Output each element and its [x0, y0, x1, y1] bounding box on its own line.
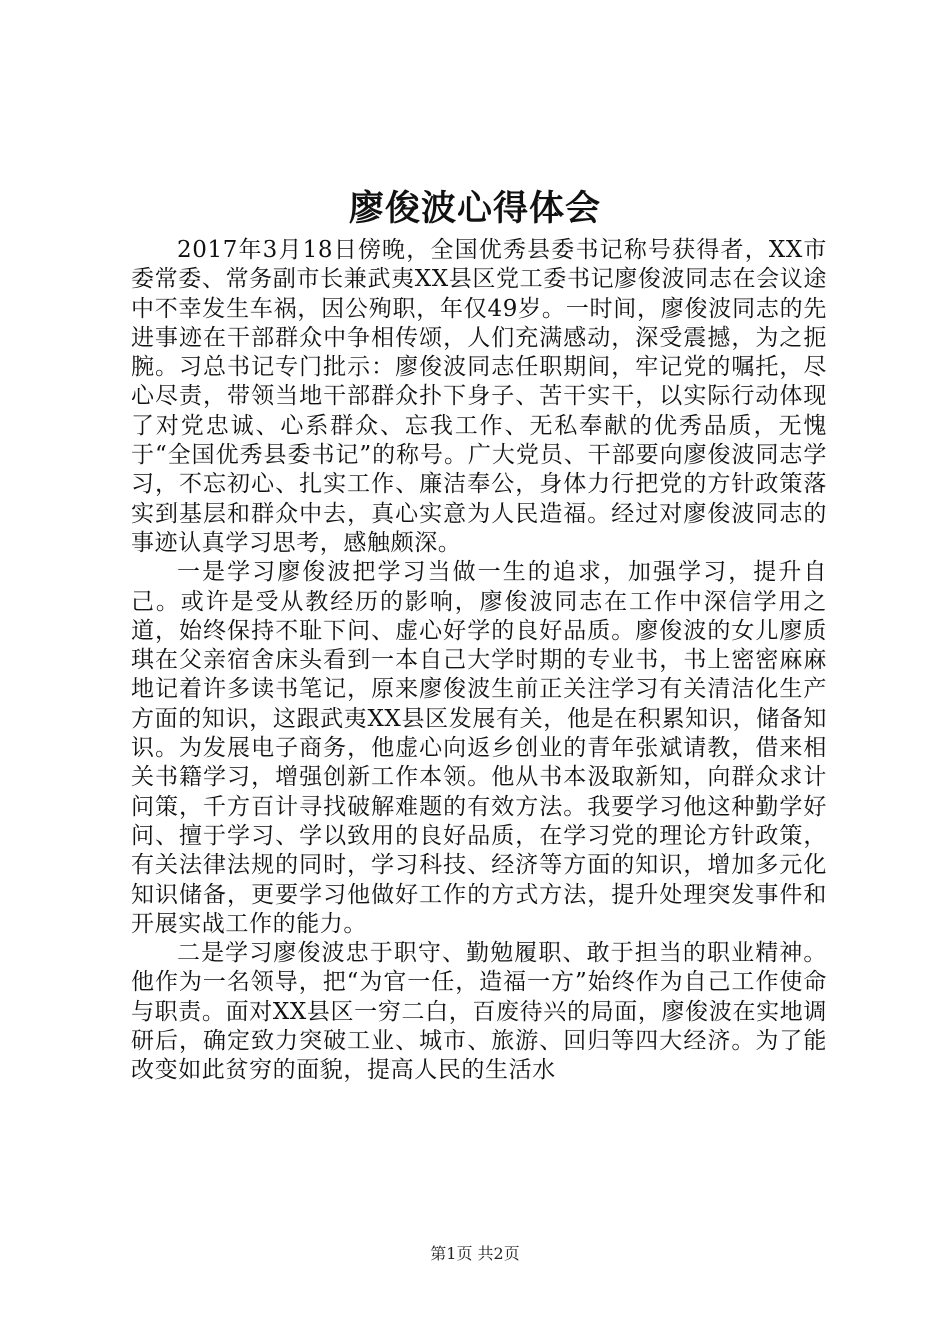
paragraph-point-two: 二是学习廖俊波忠于职守、勤勉履职、敢于担当的职业精神。他作为一名领导，把“为官一任，造福一方”始终作为自己工作使命与职责。面对XX县区一穷二白，百废待兴的局面，廖俊波在实地调研后，确定致力突破工业、城市、旅游、回归等四大经济。为了能改变如此贫穷的面貌，提高人民的生活水	[131, 940, 827, 1084]
document-title: 廖俊波心得体会	[348, 188, 601, 229]
paragraph-point-one: 一是学习廖俊波把学习当做一生的追求，加强学习，提升自己。或许是受从教经历的影响，廖俊波同志在工作中深信学用之道，始终保持不耻下问、虚心好学的良好品质。廖俊波的女儿廖质琪在父亲宿舍床头看到一本自己大学时期的专业书，书上密密麻麻地记着许多读书笔记，原来廖俊波生前正关注学习有关清洁化生产方面的知识，这跟武夷XX县区发展有关，他是在积累知识，储备知识。为发展电子商务，他虚心向返乡创业的青年张斌请教，借来相关书籍学习，增强创新工作本领。他从书本汲取新知，向群众求计问策，千方百计寻找破解难题的有效方法。我要学习他这种勤学好问、擅于学习、学以致用的良好品质，在学习党的理论方针政策，有关法律法规的同时，学习科技、经济等方面的知识，增加多元化知识储备，更要学习他做好工作的方式方法，提升处理突发事件和开展实战工作的能力。	[131, 559, 827, 937]
document-body	[131, 236, 827, 1086]
paragraph-intro: 2017年3月18日傍晚，全国优秀县委书记称号获得者，XX市委常委、常务副市长兼武夷XX县区党工委书记廖俊波同志在会议途中不幸发生车祸，因公殉职，年仅49岁。一时间，廖俊波同志的先进事迹在干部群众中争相传颂，人们充满感动，深受震撼，为之扼腕。习总书记专门批示：廖俊波同志任职期间，牢记党的嘱托，尽心尽责，带领当地干部群众扑下身子、苦干实干，以实际行动体现了对党忠诚、心系群众、忘我工作、无私奉献的优秀品质，无愧于“全国优秀县委书记”的称号。广大党员、干部要向廖俊波同志学习，不忘初心、扎实工作、廉洁奉公，身体力行把党的方针政策落实到基层和群众中去，真心实意为人民造福。经过对廖俊波同志的事迹认真学习思考，感触颇深。	[131, 237, 827, 556]
page-number-footer: 第1页 共2页	[430, 1244, 520, 1263]
